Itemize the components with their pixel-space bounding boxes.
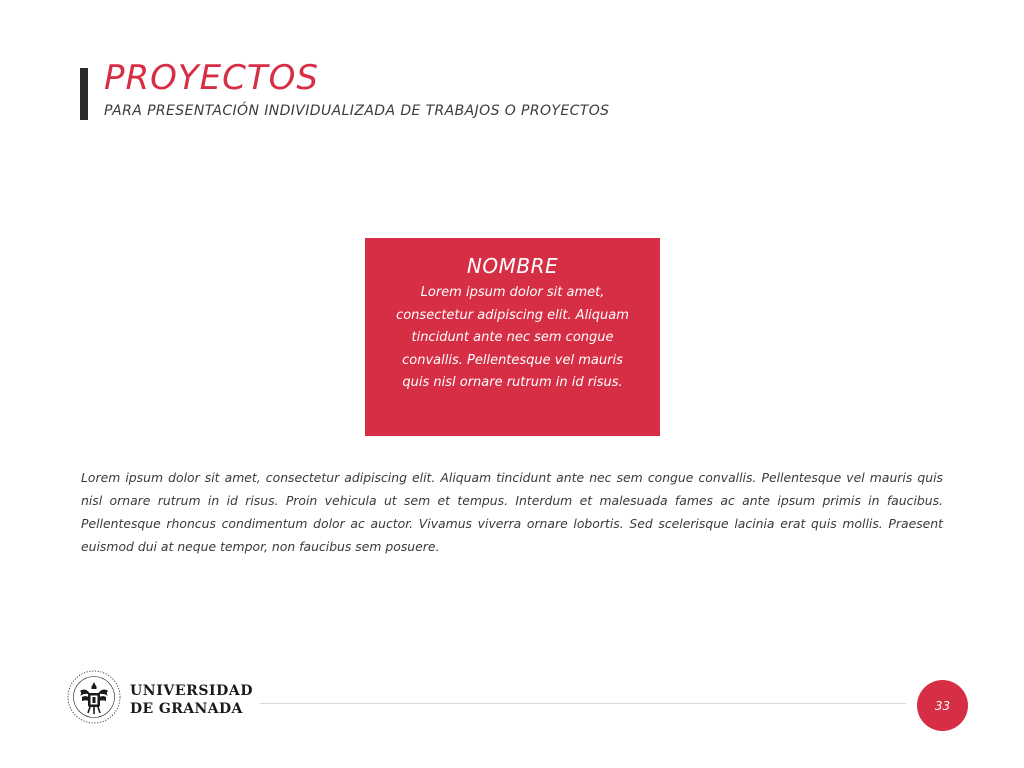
university-name-line2: DE GRANADA xyxy=(130,701,243,717)
page-number-badge xyxy=(917,680,968,731)
project-card xyxy=(365,238,660,436)
university-seal-icon xyxy=(66,669,122,725)
page-number: 33 xyxy=(934,698,951,713)
page-subtitle: PARA PRESENTACIÓN INDIVIDUALIZADA DE TRABAJOS O PROYECTOS xyxy=(104,103,610,119)
footer-divider xyxy=(260,703,906,704)
university-name-line1: UNIVERSIDAD xyxy=(130,683,254,699)
page-title: PROYECTOS xyxy=(104,58,319,98)
card-description: Lorem ipsum dolor sit amet, consectetur adipiscing elit. Aliquam tincidunt ante nec sem congue convallis. Pellentesque vel mauris quis nisl ornare rutrum in id risus. xyxy=(396,285,629,390)
body-paragraph: Lorem ipsum dolor sit amet, consectetur adipiscing elit. Aliquam tincidunt ante nec sem congue convallis. Pellentesque vel mauris quis nisl ornare rutrum in id risus. Proin vehicula ut sem et tempus. Interdum et malesuada fames ac ante ipsum primis in faucibus. Pellentesque rhoncus condimentum dolor ac auctor. Vivamus viverra ornare lobortis. Sed scelerisque lacinia erat quis mollis. Praesent euismod dui at neque tempor, non faucibus sem posuere. xyxy=(81,470,943,554)
title-accent-bar xyxy=(80,68,88,120)
card-title: NOMBRE xyxy=(466,254,559,278)
university-name xyxy=(130,682,253,718)
